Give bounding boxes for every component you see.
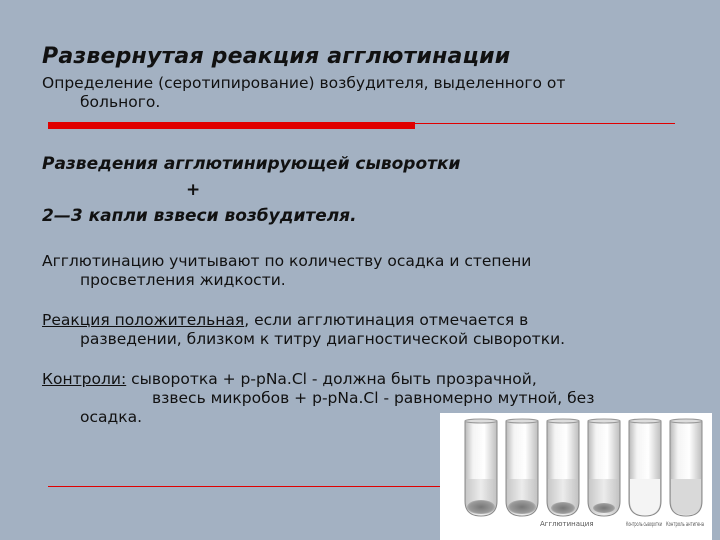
caption-serum-control: Контроль сыворотки [626, 521, 663, 528]
test-tubes-illustration [440, 413, 712, 540]
tube-3 [547, 419, 579, 516]
red-divider-bottom [48, 486, 448, 487]
tube-5-serum-control [629, 419, 661, 516]
definition-text [42, 74, 720, 112]
test-tubes-figure [440, 413, 712, 540]
controls-lead: Контроли: [42, 370, 127, 388]
caption-agglutination: Агглютинация [540, 520, 594, 528]
definition-line-1: Определение (серотипирование) возбудителя, выделенного от [42, 74, 566, 92]
red-divider-thick [48, 122, 415, 129]
tube-1 [465, 419, 497, 516]
caption-antigen-control: Контроль антигена [666, 521, 705, 528]
positive-lead: Реакция положительная [42, 311, 245, 329]
red-divider-thin [415, 123, 675, 124]
slide-title: Развернутая реакция агглютинации [42, 44, 511, 69]
positive-rest: , если агглютинация отмечается в [244, 311, 529, 329]
definition-line-2: больного. [80, 93, 161, 111]
components-line-2: 2—3 капли взвеси возбудителя. [42, 206, 357, 226]
positive-line-2: разведении, близком к титру диагностической сыворотки. [80, 330, 566, 348]
tube-4 [588, 419, 620, 516]
controls-rest: сыворотка + р-рNa.Cl - должна быть прозрачной, [126, 370, 537, 388]
positive-text [42, 311, 720, 349]
controls-line-2: взвесь микробов + р-рNa.Cl - равномерно мутной, без [152, 389, 595, 407]
accounting-text [42, 252, 720, 290]
tube-6-antigen-control [670, 419, 702, 516]
components-plus: + [186, 180, 201, 200]
accounting-line-2: просветления жидкости. [80, 271, 286, 289]
accounting-line-1: Агглютинацию учитывают по количеству осадка и степени [42, 252, 532, 270]
controls-line-3: осадка. [80, 408, 143, 426]
components-line-1: Разведения агглютинирующей сыворотки [42, 154, 461, 174]
tube-2 [506, 419, 538, 516]
